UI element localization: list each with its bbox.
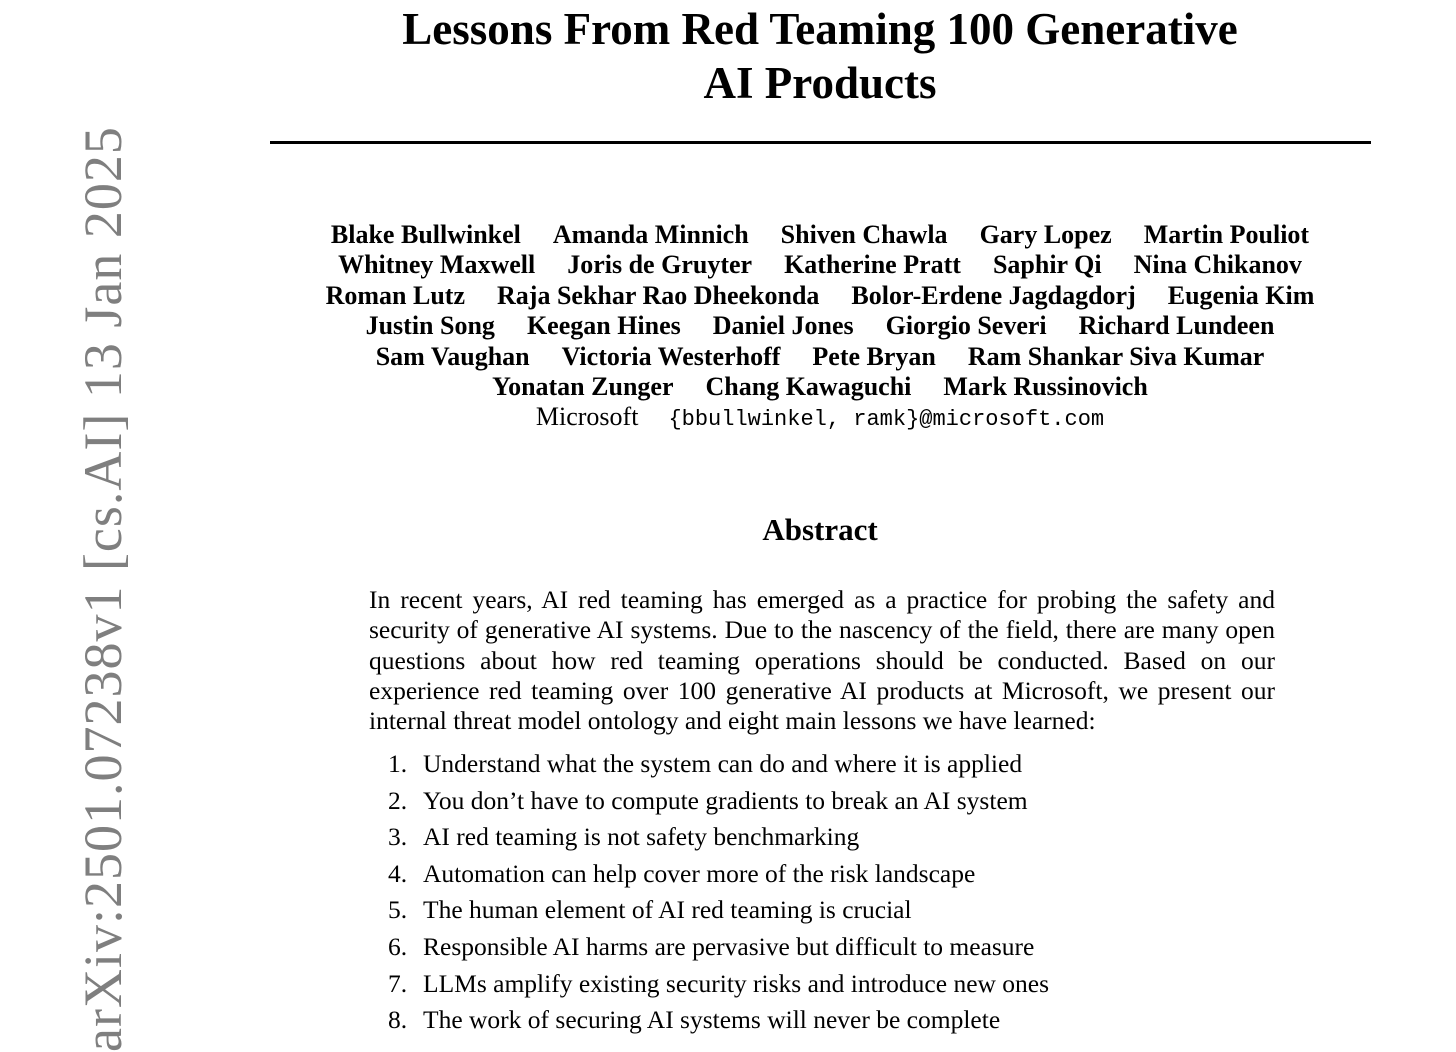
author-block: [270, 220, 1370, 436]
list-item: [388, 892, 1049, 929]
list-item-text: LLMs amplify existing security risks and introduce new ones: [423, 968, 1050, 998]
list-item-text: AI red teaming is not safety benchmarking: [423, 822, 860, 852]
paper-title: [270, 2, 1370, 110]
affiliation-line: [270, 402, 1370, 435]
author-name: Raja Sekhar Rao Dheekonda: [497, 280, 820, 310]
arxiv-identifier-stamp: arXiv:2501.07238v1 [cs.AI] 13 Jan 2025: [73, 126, 133, 1052]
affiliation-organization: Microsoft: [535, 402, 639, 432]
list-item-number: 3.: [388, 822, 408, 852]
author-row: [270, 220, 1370, 250]
list-item-text: The human element of AI red teaming is crucial: [423, 895, 912, 925]
author-name: Giorgio Severi: [885, 311, 1047, 341]
list-item: [388, 966, 1049, 1003]
list-item: [388, 1002, 1049, 1039]
author-name: Justin Song: [365, 311, 495, 341]
list-item-text: Understand what the system can do and where it is applied: [423, 749, 1023, 778]
author-name: Nina Chikanov: [1133, 250, 1302, 280]
author-name: Yonatan Zunger: [492, 372, 674, 402]
list-item-text: You don’t have to compute gradients to break an AI system: [423, 785, 1028, 815]
contact-email: {bbullwinkel, ramk}@microsoft.com: [668, 407, 1105, 433]
author-row: [270, 372, 1370, 402]
author-name: Pete Bryan: [812, 341, 936, 371]
author-name: Roman Lutz: [325, 280, 466, 310]
list-item-number: 1.: [388, 749, 408, 778]
author-name: Shiven Chawla: [780, 220, 948, 249]
author-name: Bolor-Erdene Jagdagdorj: [851, 280, 1136, 310]
author-name: Blake Bullwinkel: [330, 220, 521, 249]
author-name: Saphir Qi: [992, 250, 1102, 280]
title-divider: [270, 141, 1371, 144]
author-name: Mark Russinovich: [943, 372, 1148, 402]
author-name: Katherine Pratt: [784, 250, 961, 280]
lessons-list: [388, 746, 1049, 1039]
list-item-number: 4.: [388, 858, 408, 888]
author-row: [270, 250, 1370, 280]
author-name: Gary Lopez: [979, 220, 1112, 249]
author-name: Victoria Westerhoff: [561, 341, 781, 371]
list-item-text: The work of securing AI systems will never be complete: [423, 1005, 1001, 1035]
author-name: Keegan Hines: [526, 311, 681, 341]
author-name: Eugenia Kim: [1167, 280, 1315, 310]
author-name: Ram Shankar Siva Kumar: [967, 341, 1265, 371]
list-item: [388, 856, 1049, 893]
author-row: [270, 311, 1370, 341]
author-name: Joris de Gruyter: [567, 250, 753, 280]
author-name: Whitney Maxwell: [338, 250, 536, 280]
list-item-number: 2.: [388, 785, 408, 815]
list-item-number: 5.: [388, 895, 408, 925]
list-item-number: 8.: [388, 1005, 408, 1035]
list-item: [388, 819, 1049, 856]
author-name: Amanda Minnich: [552, 220, 749, 249]
title-line: AI Products: [703, 58, 937, 108]
list-item: [388, 746, 1049, 783]
title-line: Lessons From Red Teaming 100 Generative: [402, 4, 1238, 54]
author-name: Martin Pouliot: [1143, 220, 1310, 249]
author-name: Chang Kawaguchi: [705, 372, 912, 402]
author-name: Sam Vaughan: [375, 341, 530, 371]
list-item-text: Automation can help cover more of the risk landscape: [423, 858, 976, 888]
author-name: Daniel Jones: [712, 311, 854, 341]
list-item-number: 7.: [388, 968, 408, 998]
list-item-text: Responsible AI harms are pervasive but difficult to measure: [423, 931, 1035, 961]
list-item-number: 6.: [388, 931, 408, 961]
list-item: [388, 783, 1049, 820]
abstract-paragraph: In recent years, AI red teaming has emerged as a practice for probing the safety and security of generative AI systems. Due to the nascency of the field, there are many open questions about how red teaming operations should be conducted. Based on our experience red teaming over 100 generative AI products at Microsoft, we present our internal threat model ontology and eight main lessons we have learned:: [369, 585, 1275, 736]
author-name: Richard Lundeen: [1078, 311, 1275, 341]
author-row: [270, 281, 1370, 311]
abstract-heading: Abstract: [762, 512, 878, 547]
author-row: [270, 342, 1370, 372]
list-item: [388, 929, 1049, 966]
